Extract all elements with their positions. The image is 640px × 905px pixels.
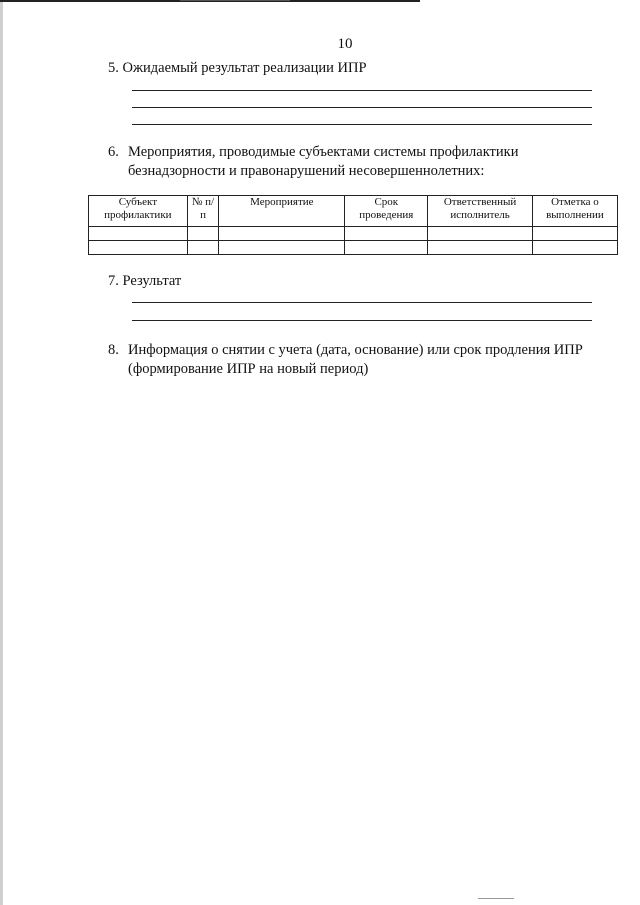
fill-line <box>132 90 592 91</box>
table-header-row <box>89 196 618 227</box>
fill-line <box>132 302 592 303</box>
section-8-number: 8. <box>108 342 119 358</box>
section-7-number: 7. <box>108 273 119 289</box>
table-cell <box>532 227 617 241</box>
table-row <box>89 241 618 255</box>
section-5-number: 5. <box>108 60 119 76</box>
table-cell <box>219 241 345 255</box>
header-deadline: Срок проведения <box>345 196 428 227</box>
table-cell <box>428 227 533 241</box>
section-5-text: Ожидаемый результат реализации ИПР <box>122 60 367 76</box>
header-number: № п/п <box>187 196 219 227</box>
section-8-row <box>108 341 608 379</box>
table-cell <box>89 227 188 241</box>
header-responsible: Ответственный исполнитель <box>428 196 533 227</box>
section-7-text: Результат <box>122 273 182 289</box>
measures-table <box>88 195 618 255</box>
table-cell <box>345 227 428 241</box>
section-8-text: Информация о снятии с учета (дата, основание) или срок продления ИПР (формирование ИПР на новый период) <box>128 342 583 377</box>
scan-top-edge-mark <box>180 0 290 1</box>
table-cell <box>219 227 345 241</box>
section-8-info <box>108 341 608 379</box>
fill-line <box>132 107 592 108</box>
table-cell <box>89 241 188 255</box>
table-row <box>89 227 618 241</box>
section-7-result <box>108 272 608 291</box>
table-cell <box>345 241 428 255</box>
header-subject: Субъект профилактики <box>89 196 188 227</box>
section-6-number: 6. <box>108 144 119 160</box>
scan-left-edge <box>0 0 3 905</box>
fill-line <box>132 320 592 321</box>
header-completion-mark: Отметка о выполнении <box>532 196 617 227</box>
section-6-measures <box>108 143 608 181</box>
table-cell <box>187 241 219 255</box>
table-cell <box>532 241 617 255</box>
page-number: 10 <box>337 36 353 52</box>
scan-bottom-mark <box>478 898 514 899</box>
header-measure: Мероприятие <box>219 196 345 227</box>
section-6-text: Мероприятия, проводимые субъектами системы профилактики безнадзорности и правонарушений несовершеннолетних: <box>128 144 519 179</box>
table-cell <box>187 227 219 241</box>
section-5-expected-result <box>108 59 608 78</box>
section-6-row <box>108 143 608 181</box>
fill-line <box>132 124 592 125</box>
table-cell <box>428 241 533 255</box>
